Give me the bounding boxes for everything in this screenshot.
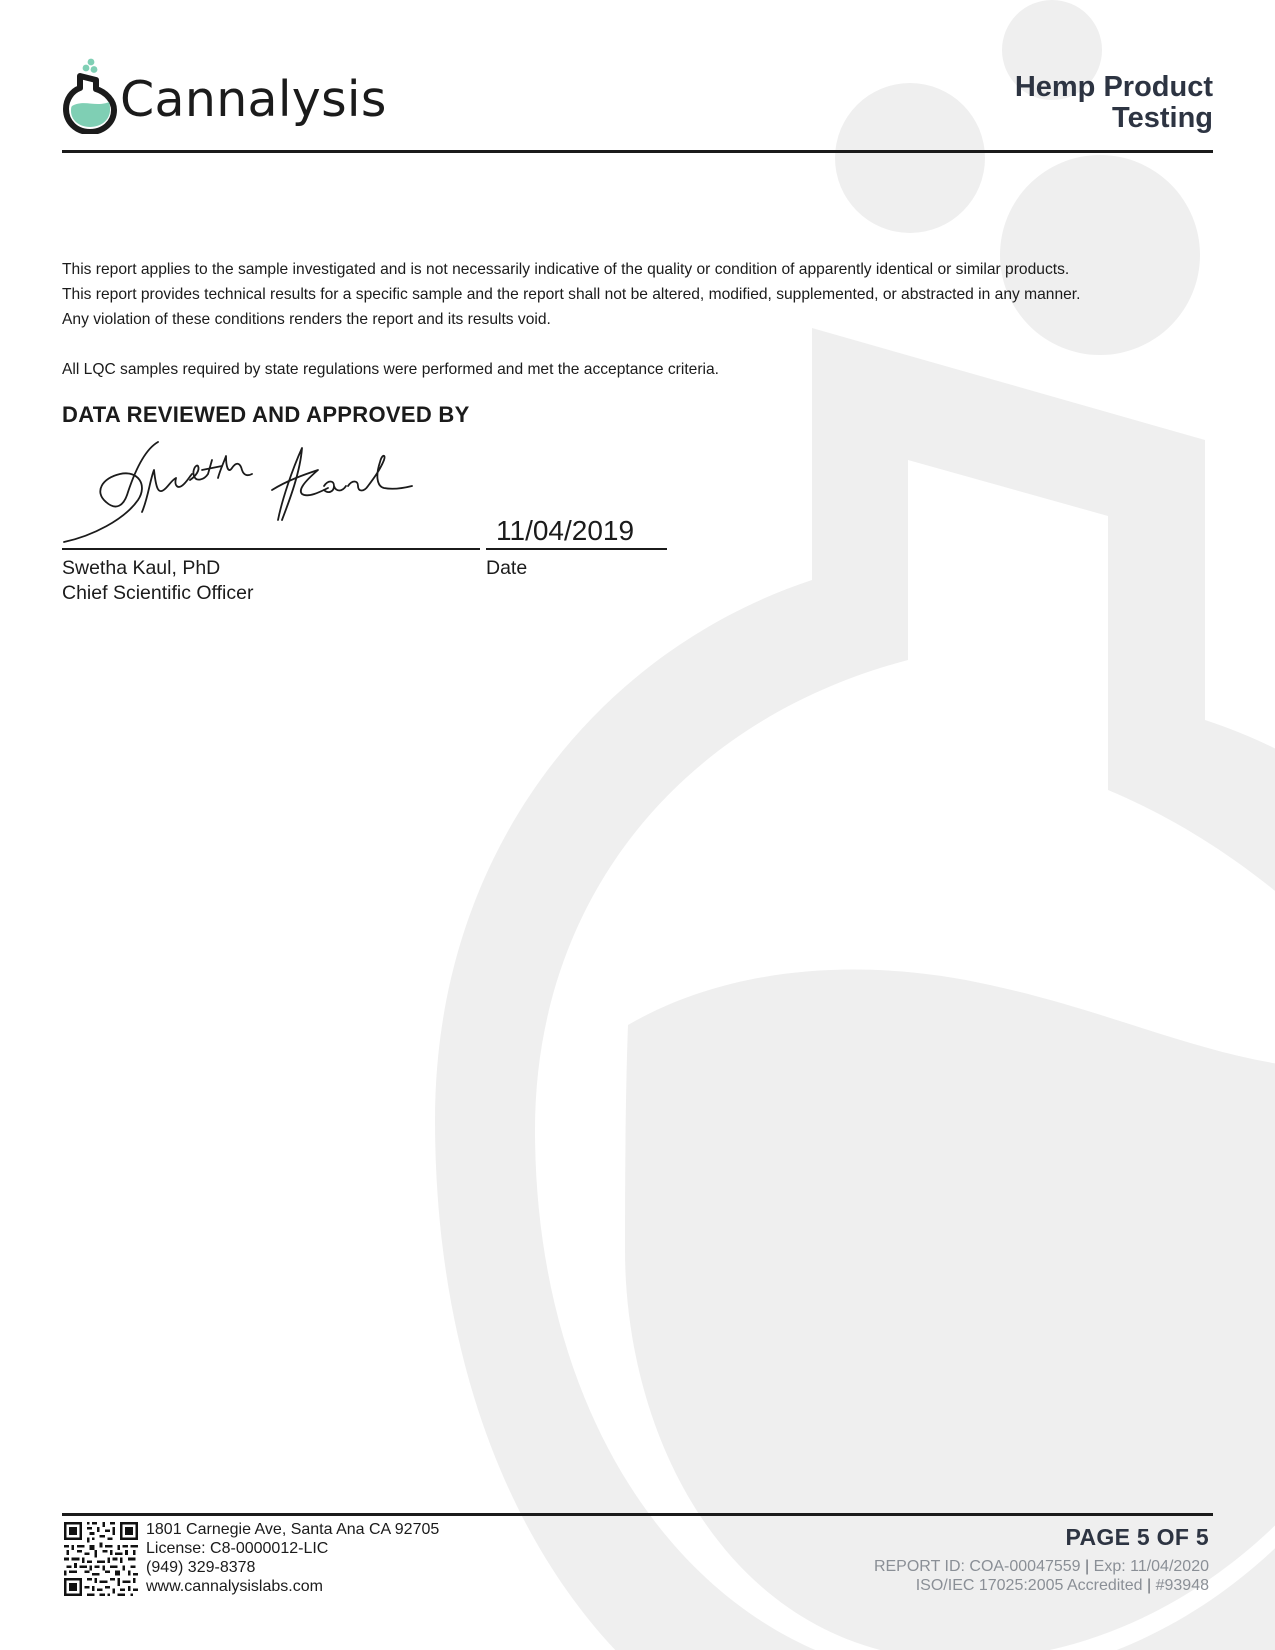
separator: | xyxy=(1147,1577,1152,1594)
signature xyxy=(62,440,482,545)
date-line xyxy=(486,548,667,550)
report-id: REPORT ID: COA-00047559 xyxy=(873,1558,1081,1575)
document-type xyxy=(1015,72,1213,134)
lab-address: 1801 Carnegie Ave, Santa Ana CA 92705 xyxy=(146,1521,440,1538)
disclaimer xyxy=(62,257,1222,382)
page-number: PAGE 5 OF 5 xyxy=(1065,1524,1209,1550)
lab-contact xyxy=(146,1520,439,1596)
lab-license: License: C8-0000012-LIC xyxy=(146,1540,329,1557)
disclaimer-line-1: This report applies to the sample investigated and is not necessarily indicative of the quality or condition of apparently identical or similar products. xyxy=(62,261,1070,278)
signer-title: Chief Scientific Officer xyxy=(62,582,254,604)
doc-type-line-2: Testing xyxy=(1112,102,1213,134)
lab-phone[interactable]: (949) 329-8378 xyxy=(146,1559,256,1576)
disclaimer-line-2: This report provides technical results for a specific sample and the report shall not be altered, modified, supplemented, or abstracted in any manner. xyxy=(62,286,1081,303)
brand-logo xyxy=(62,54,387,134)
report-expiry: Exp: 11/04/2020 xyxy=(1093,1558,1209,1575)
brand-name: Cannalysis xyxy=(120,70,387,128)
signer-name: Swetha Kaul, PhD xyxy=(62,557,221,579)
qr-code-icon[interactable] xyxy=(64,1522,138,1596)
doc-type-line-1: Hemp Product xyxy=(1014,71,1213,103)
signature-line xyxy=(62,548,480,550)
footer-divider xyxy=(62,1513,1213,1516)
approval-heading: DATA REVIEWED AND APPROVED BY xyxy=(62,402,470,427)
date-label: Date xyxy=(486,557,528,579)
lab-website-link[interactable]: www.cannalysislabs.com xyxy=(146,1578,323,1595)
header-divider xyxy=(62,150,1213,153)
approval-date: 11/04/2019 xyxy=(496,515,635,546)
lqc-statement: All LQC samples required by state regulations were performed and met the acceptance criteria. xyxy=(62,361,719,378)
accreditation-number: #93948 xyxy=(1155,1577,1209,1594)
accreditation: ISO/IEC 17025:2005 Accredited xyxy=(915,1577,1143,1594)
cannalysis-flask-logo-icon xyxy=(62,54,118,134)
report-meta xyxy=(874,1557,1209,1595)
separator: | xyxy=(1085,1558,1090,1575)
disclaimer-line-3: Any violation of these conditions renders the report and its results void. xyxy=(62,311,551,328)
